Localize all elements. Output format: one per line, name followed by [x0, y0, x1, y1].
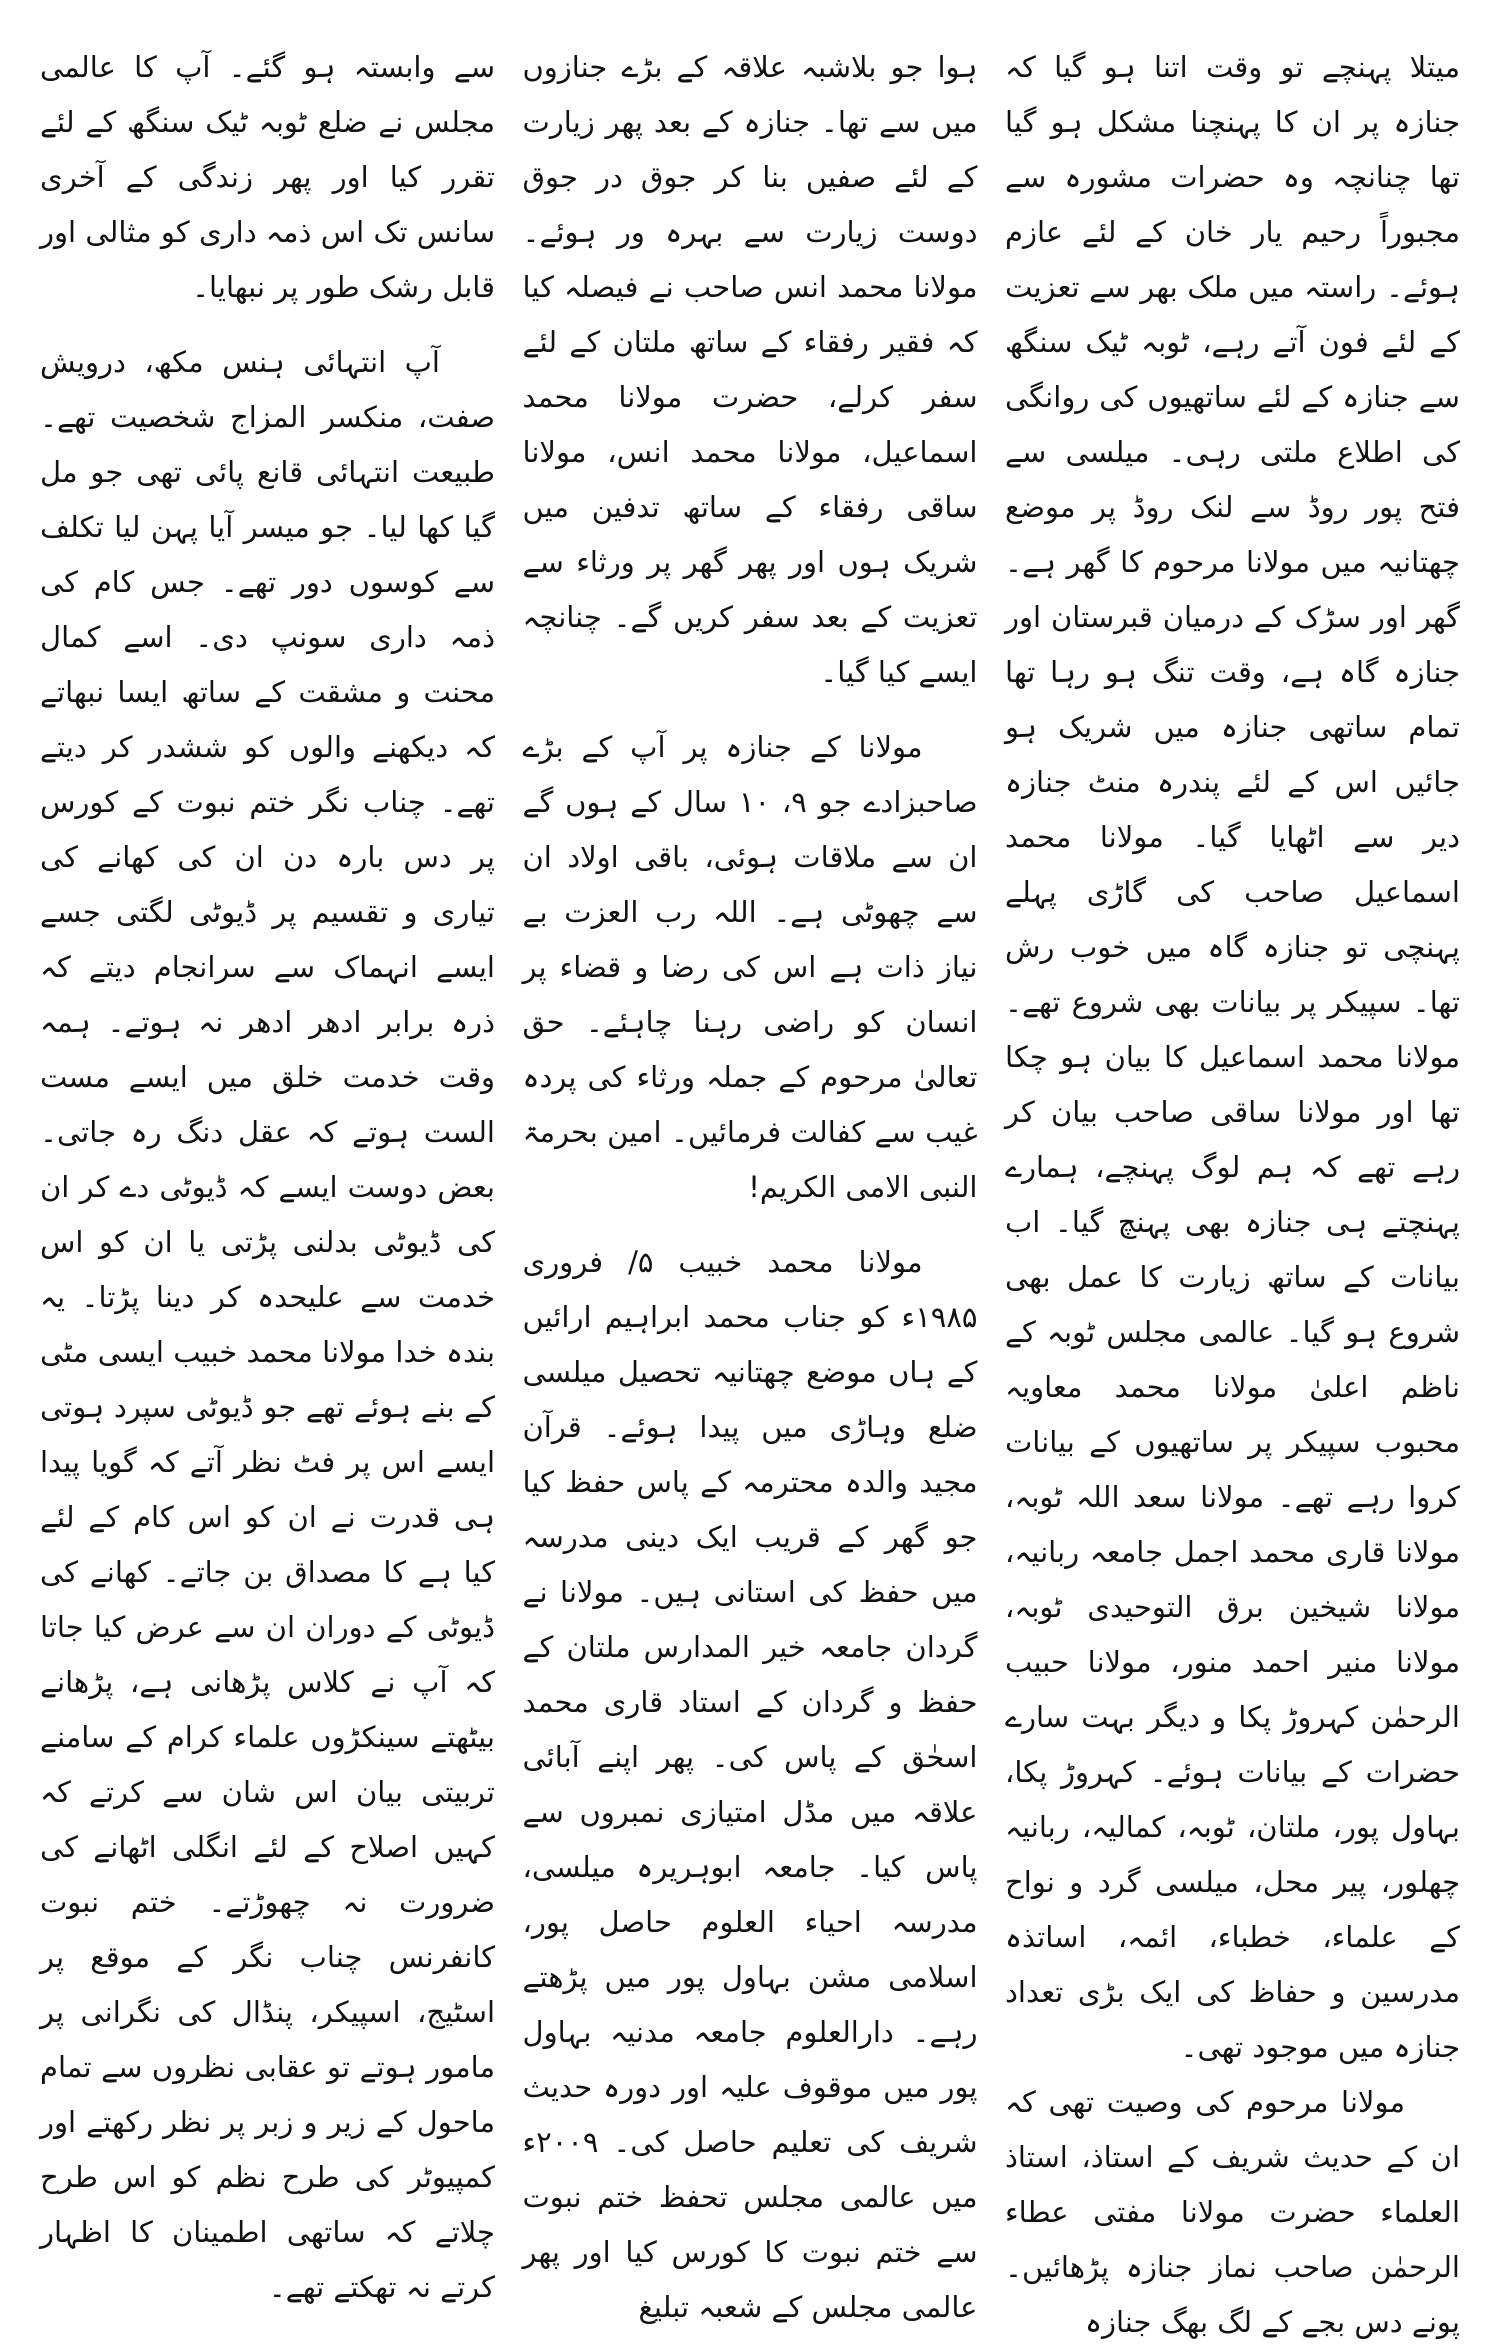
paragraph: میتلا پہنچے تو وقت اتنا ہو گیا کہ جنازہ پر ان کا پہنچنا مشکل ہو گیا تھا چنانچہ وہ حضرات مشورہ سے مجبوراً رحیم یار خان کے لئے عازم ہوئے۔ راستہ میں ملک بھر سے تعزیت کے لئے فون آتے رہے، ٹوبہ ٹیک سنگھ سے جنازہ کے لئے ساتھیوں کی روانگی کی اطلاع ملتی رہی۔ میلسی سے فتح پور روڈ سے لنک روڈ پر موضع چھتانیہ میں مولانا مرحوم کا گھر ہے۔ گھر اور سڑک کے درمیان قبرستان اور جنازہ گاہ ہے، وقت تنگ ہو رہا تھا تمام ساتھی جنازہ میں شریک ہو جائیں اس کے لئے پندرہ منٹ جنازہ دیر سے اٹھایا گیا۔ مولانا محمد اسماعیل صاحب کی گاڑی پہلے پہنچی تو جنازہ گاہ میں خوب رش تھا۔ سپیکر پر بیانات بھی شروع تھے۔ مولانا محمد اسماعیل کا بیان ہو چکا تھا اور مولانا ساقی صاحب بیان کر رہے تھے کہ ہم لوگ پہنچے، ہمارے پہنچتے ہی جنازہ بھی پہنچ گیا۔ اب بیانات کے ساتھ زیارت کا عمل بھی شروع ہو گیا۔ عالمی مجلس ٹوبہ کے ناظم اعلیٰ مولانا محمد معاویہ محبوب سپیکر پر ساتھیوں کے بیانات کروا رہے تھے۔ مولانا سعد اللہ ٹوبہ، مولانا قاری محمد اجمل جامعہ ربانیہ، مولانا شیخین برق التوحیدی ٹوبہ، مولانا منیر احمد منور، مولانا حبیب الرحمٰن کہروڑ پکا و دیگر بہت سارے حضرات کے بیانات ہوئے۔ کہروڑ پکا، بہاول پور، ملتان، ٹوبہ، کمالیہ، ربانیہ چھلور، پیر محل، میلسی گرد و نواح کے علماء، خطباء، ائمہ، اساتذہ مدرسین و حفاظ کی ایک بڑی تعداد جنازہ میں موجود تھی۔: [1005, 50, 1460, 2064]
paragraph: ہوا جو بلاشبہ علاقہ کے بڑے جنازوں میں سے تھا۔ جنازہ کے بعد پھر زیارت کے لئے صفیں بنا کر جوق در جوق دوست زیارت سے بہرہ ور ہوئے۔ مولانا محمد انس صاحب نے فیصلہ کیا کہ فقیر رفقاء کے ساتھ ملتان کے لئے سفر کرلے، حضرت مولانا محمد اسماعیل، مولانا محمد انس، مولانا ساقی رفقاء کے ساتھ تدفین میں شریک ہوں اور پھر گھر پر ورثاء سے تعزیت کے بعد سفر کریں گے۔ چنانچہ ایسے کیا گیا۔: [522, 50, 978, 689]
paragraph: آپ انتہائی ہنس مکھ، درویش صفت، منکسر المزاج شخصیت تھے۔ طبیعت انتہائی قانع پائی تھی جو مل گیا کھا لیا۔ جو میسر آیا پہن لیا تکلف سے کوسوں دور تھے۔ جس کام کی ذمہ داری سونپ دی۔ اسے کمال محنت و مشقت کے ساتھ ایسا نبھاتے کہ دیکھنے والوں کو ششدر کر دیتے تھے۔ چناب نگر ختم نبوت کے کورس پر دس بارہ دن ان کی کھانے کی تیاری و تقسیم پر ڈیوٹی لگتی جسے ایسے انہماک سے سرانجام دیتے کہ ذرہ برابر ادھر ادھر نہ ہوتے۔ ہمہ وقت خدمت خلق میں ایسے مست الست ہوتے کہ عقل دنگ رہ جاتی۔ بعض دوست ایسے کہ ڈیوٹی دے کر ان کی ڈیوٹی بدلنی پڑتی یا ان کو اس خدمت سے علیحدہ کر دینا پڑتا۔ یہ بندہ خدا مولانا محمد خبیب ایسی مٹی کے بنے ہوئے تھے جو ڈیوٹی سپرد ہوتی ایسے اس پر فٹ نظر آتے کہ گویا پیدا ہی قدرت نے ان کو اس کام کے لئے کیا ہے کا مصداق بن جاتے۔ کھانے کی ڈیوٹی کے دوران ان سے عرض کیا جاتا کہ آپ نے کلاس پڑھانی ہے، پڑھانے بیٹھتے سینکڑوں علماء کرام کے سامنے تربیتی بیان اس شان سے کرتے کہ کہیں اصلاح کے لئے انگلی اٹھانے کی ضرورت نہ چھوڑتے۔ ختم نبوت کانفرنس چناب نگر کے موقع پر اسٹیج، اسپیکر، پنڈال کی نگرانی پر مامور ہوتے تو عقابی نظروں سے تمام ماحول کے زیر و زبر پر نظر رکھتے اور کمپیوٹر کی طرح نظم کو اس طرح چلاتے کہ ساتھی اطمینان کا اظہار کرتے نہ تھکتے تھے۔: [40, 345, 495, 2304]
article-column-middle: [522, 40, 978, 2324]
paragraph: مولانا محمد خبیب ۵/ فروری ۱۹۸۵ء کو جناب محمد ابراہیم ارائیں کے ہاں موضع چھتانیہ تحصیل میلسی ضلع وہاڑی میں پیدا ہوئے۔ قرآن مجید والدہ محترمہ کے پاس حفظ کیا جو گھر کے قریب ایک دینی مدرسہ میں حفظ کی استانی ہیں۔ مولانا نے گردان جامعہ خیر المدارس ملتان کے حفظ و گردان کے استاد قاری محمد اسحٰق کے پاس کی۔ پھر اپنے آبائی علاقہ میں مڈل امتیازی نمبروں سے پاس کیا۔ جامعہ ابوہریرہ میلسی، مدرسہ احیاء العلوم حاصل پور، اسلامی مشن بہاول پور میں پڑھتے رہے۔ دارالعلوم جامعہ مدنیہ بہاول پور میں موقوف علیہ اور دورہ حدیث شریف کی تعلیم حاصل کی۔ ۲۰۰۹ء میں عالمی مجلس تحفظ ختم نبوت سے ختم نبوت کا کورس کیا اور پھر عالمی مجلس کے شعبہ تبلیغ: [522, 1245, 978, 2324]
article-column-left: [40, 40, 495, 2304]
paragraph: سے وابستہ ہو گئے۔ آپ کا عالمی مجلس نے ضلع ٹوبہ ٹیک سنگھ کے لئے تقرر کیا اور پھر زندگی کے آخری سانس تک اس ذمہ داری کو مثالی اور قابل رشک طور پر نبھایا۔: [40, 50, 495, 304]
paragraph: مولانا مرحوم کی وصیت تھی کہ ان کے حدیث شریف کے استاذ، استاذ العلماء حضرت مولانا مفتی عطاء الرحمٰن صاحب نماز جنازہ پڑھائیں۔ پونے دس بجے کے لگ بھگ جنازہ: [1005, 2085, 1460, 2339]
article-column-right: [1005, 40, 1460, 2339]
paragraph: مولانا کے جنازہ پر آپ کے بڑے صاحبزادے جو ۹، ۱۰ سال کے ہوں گے ان سے ملاقات ہوئی، باقی اولاد ان سے چھوٹی ہے۔ اللہ رب العزت بے نیاز ذات ہے اس کی رضا و قضاء پر انسان کو راضی رہنا چاہئے۔ حق تعالیٰ مرحوم کے جملہ ورثاء کی پردہ غیب سے کفالت فرمائیں۔ امین بحرمۃ النبی الامی الکریم!: [522, 730, 978, 1204]
